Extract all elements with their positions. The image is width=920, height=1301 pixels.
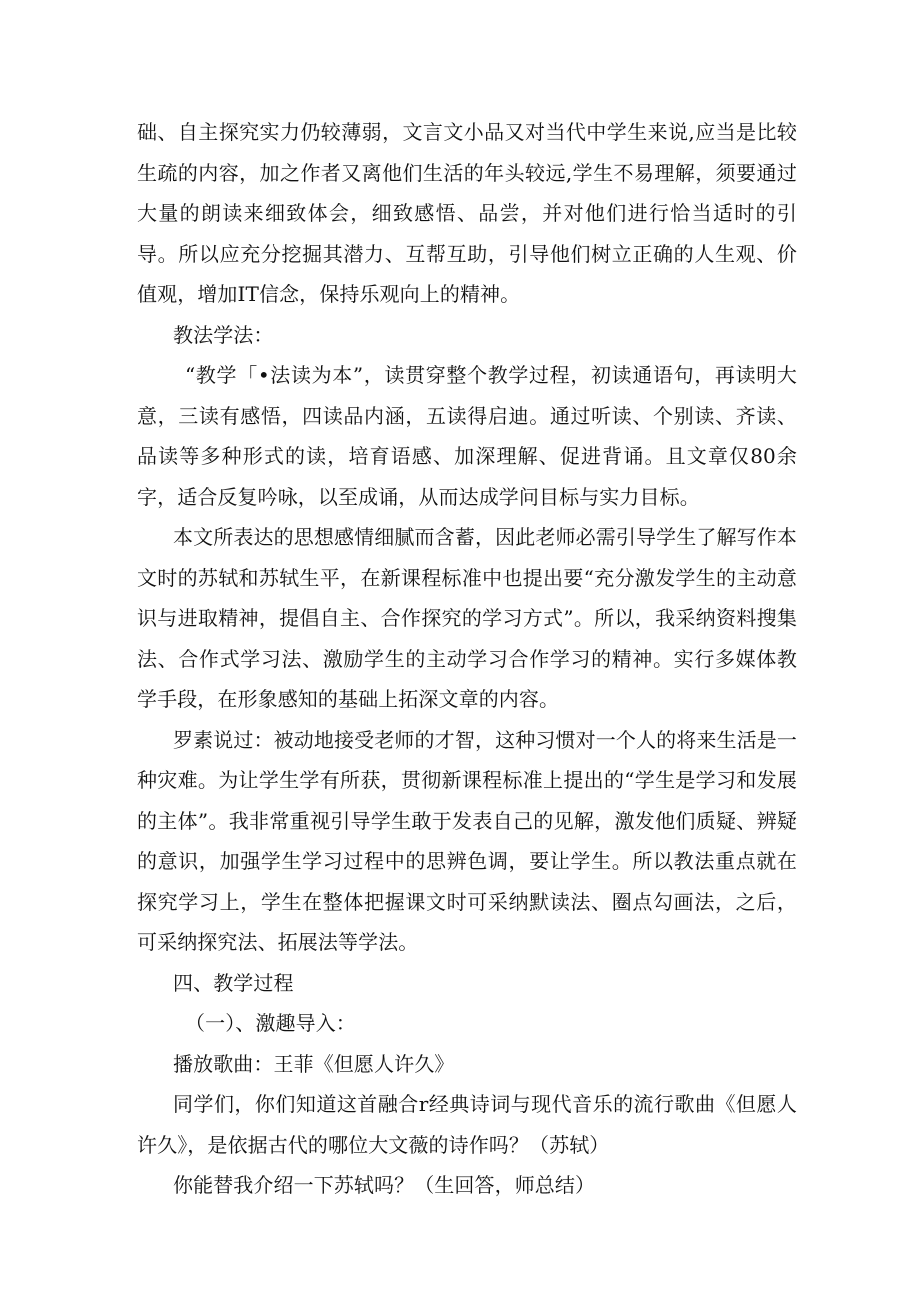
document-body xyxy=(137,112,797,1206)
paragraph-author-context: 本文所表达的思想感情细腻而含蓄，因此老师必需引导学生了解写作本文时的苏轼和苏轼生平，在新课程标准中也提出要“充分激发学生的主动意识与进取精神，提倡自主、合作探究的学习方式”。所以，我采纳资料搜集法、合作式学习法、激励学生的主动学习合作学习的精神。实行多媒体教学手段，在形象感知的基础上拓深文章的内容。 xyxy=(137,525,797,711)
paragraph-play-song: 播放歌曲：王菲《但愿人许久》 xyxy=(173,1051,455,1076)
paragraph-introduce-su-shi: 你能替我介绍一下苏轼吗？（生回答，师总结） xyxy=(173,1173,596,1197)
paragraph-heading-methods: 教法学法： xyxy=(173,322,274,347)
subsection-heading-intro: （一）、激趣导入： xyxy=(185,1011,356,1035)
paragraph-russell-quote: 罗素说过：被动地接受老师的才智，这种习惯对一个人的将来生活是一种灾难。为让学生学有所获，贯彻新课程标准上提出的“学生是学习和发展的主体”。我非常重视引导学生敢于发表自己的见解，激发他们质疑、辨疑的意识，加强学生学习过程中的思辨色调，要让学生。所以教法重点就在探究学习上，学生在整体把握课文时可采纳默读法、圈点勾画法，之后，可采纳探究法、拓展法等学法。 xyxy=(137,727,797,954)
paragraph-question: 同学们，你们知道这首融合r经典诗词与现代音乐的流行歌曲《但愿人许久》，是依据古代的哪位大文薇的诗作吗？（苏轼） xyxy=(137,1092,797,1157)
paragraph-continued: 础、自主探究实力仍较薄弱，文言文小品又对当代中学生来说,应当是比较生疏的内容，加之作者又离他们生活的年头较远,学生不易理解，须要通过大量的朗读来细致体会，细致感悟、品尝，并对他们进行恰当适时的引导。所以应充分挖掘其潜力、互帮互助，引导他们树立正确的人生观、价值观，增加IT信念，保持乐观向上的精神。 xyxy=(137,120,797,306)
paragraph-reading-method: “教学「•法读为本”，读贯穿整个教学过程，初读通语句，再读明大意，三读有感悟，四读品内涵，五读得启迪。通过听读、个别读、齐读、品读等多种形式的读，培育语感、加深理解、促进背诵。且文章仅80余字，适合反复吟咏，以至成诵，从而达成学问目标与实力目标。 xyxy=(137,363,797,509)
section-heading-teaching-process: 四、教学过程 xyxy=(173,970,294,995)
